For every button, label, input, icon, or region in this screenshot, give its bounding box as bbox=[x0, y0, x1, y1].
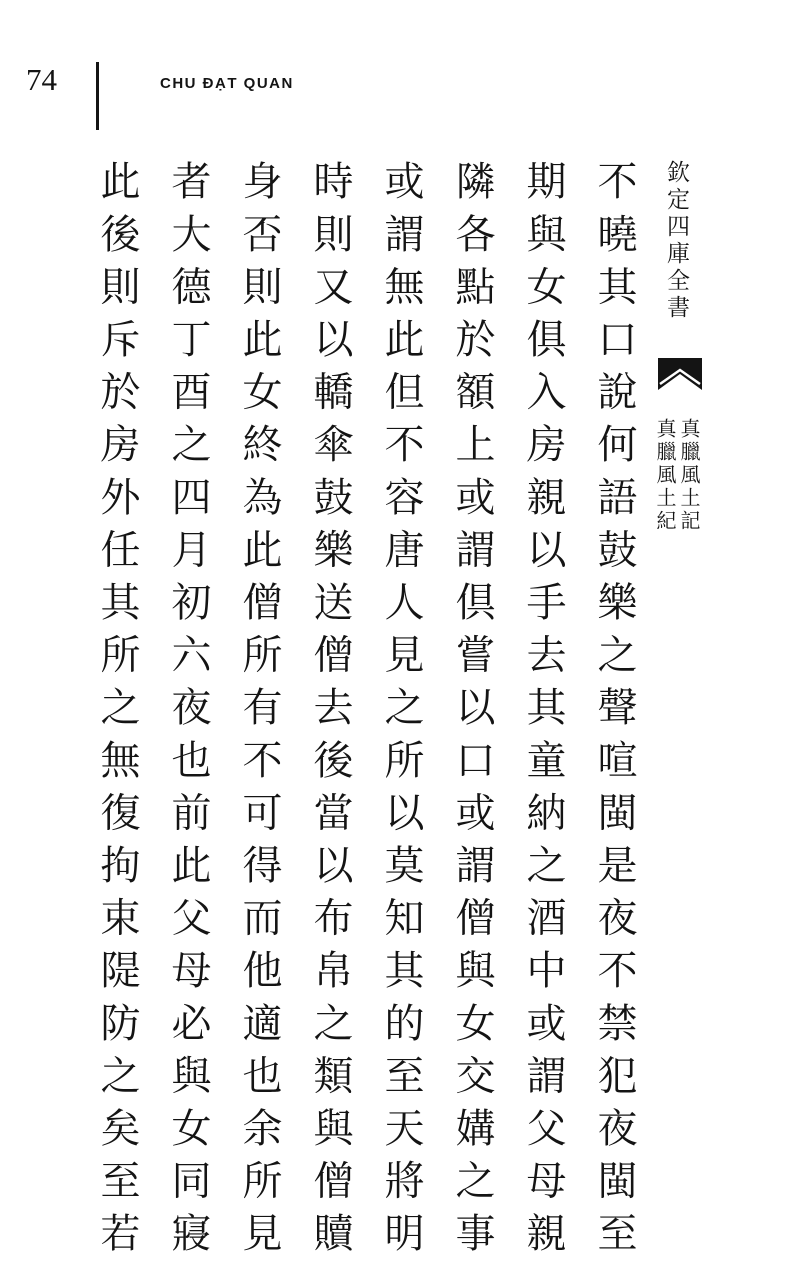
text-column: 隣各點於額上或謂倶嘗以口或謂僧與女交媾之事 bbox=[449, 160, 495, 1265]
margin-book-title: 欽定四庫全書 bbox=[663, 160, 689, 322]
text-column: 或謂無此但不容唐人見之所以莫知其的至天將明 bbox=[378, 160, 424, 1265]
margin-subtitle-left: 真臘風土紀 bbox=[653, 418, 677, 533]
margin-subtitle-right: 真臘風土記 bbox=[677, 418, 701, 533]
text-column: 時則又以轎傘鼓樂送僧去後當以布帛之類與僧贖 bbox=[307, 160, 353, 1265]
page-number: 74 bbox=[26, 62, 57, 97]
text-column: 者大德丁酉之四月初六夜也前此父母必與女同寢 bbox=[165, 160, 211, 1265]
text-column: 期與女俱入房親以手去其童納之酒中或謂父母親 bbox=[520, 160, 566, 1265]
header-rule bbox=[96, 62, 99, 130]
fishtail-mark-icon bbox=[656, 354, 704, 394]
text-column: 不曉其口說何語鼓樂之聲喧閩是夜不禁犯夜閩至 bbox=[591, 160, 637, 1265]
margin-subtitle bbox=[654, 418, 700, 578]
text-column: 身否則此女終為此僧所有不可得而他適也余所見 bbox=[236, 160, 282, 1265]
running-head: CHU ĐẠT QUAN bbox=[160, 75, 294, 92]
text-column: 此後則斥於房外任其所之無復拘束隄防之矣至若 bbox=[94, 160, 140, 1265]
